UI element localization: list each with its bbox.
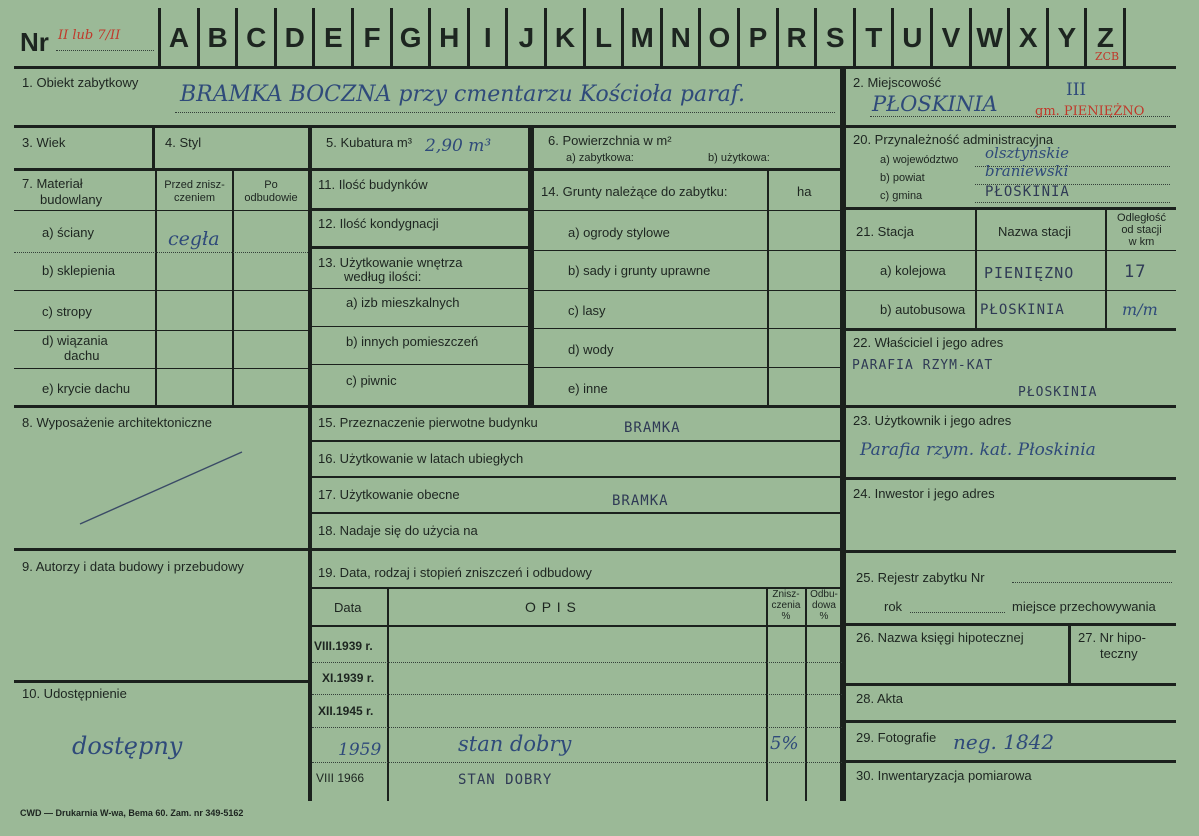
field-6-b: b) użytkowa: xyxy=(708,152,770,164)
rule xyxy=(846,207,1176,210)
field-7-col2-b: odbudowie xyxy=(244,192,298,204)
field-22-value-1: PARAFIA RZYM-KAT xyxy=(852,358,994,373)
field-14-b: b) sady i grunty uprawne xyxy=(568,263,711,278)
field-19-col-z-3: % xyxy=(781,611,791,622)
field-7-row-roof-truss: d) wiązania xyxy=(42,333,108,348)
dotline xyxy=(1012,582,1172,583)
field-21-col-name: Nazwa stacji xyxy=(998,224,1071,239)
rule xyxy=(840,66,846,801)
field-21-a: a) kolejowa xyxy=(880,263,946,278)
field-21-b: b) autobusowa xyxy=(880,302,966,317)
index-letter: V xyxy=(941,22,961,53)
field-7-row-roof-covering: e) krycie dachu xyxy=(42,381,131,396)
field-19-row-date: XII.1945 r. xyxy=(318,704,374,718)
field-19-row-date: VIII 1966 xyxy=(316,771,365,785)
dotline xyxy=(870,116,1170,117)
rule xyxy=(1068,626,1071,683)
field-19-row-desc: STAN DOBRY xyxy=(458,772,553,788)
index-letter: P xyxy=(748,22,768,53)
field-13-label: 13. Użytkowanie wnętrza xyxy=(318,255,463,270)
field-1-value: BRAMKA BOCZNA przy cmentarzu Kościoła paraf. xyxy=(180,82,746,107)
field-7-label-2: budowlany xyxy=(40,192,103,207)
nr-label: Nr xyxy=(20,27,49,57)
field-26-label: 26. Nazwa księgi hipotecznej xyxy=(856,630,1024,645)
field-19-row-date: XI.1939 r. xyxy=(322,671,375,685)
index-letter: I xyxy=(483,22,492,53)
field-8-label: 8. Wyposażenie architektoniczne xyxy=(22,415,212,430)
field-7-col1-b: czeniem xyxy=(174,192,215,204)
field-1-label: 1. Obiekt zabytkowy xyxy=(22,75,139,90)
field-7-row-roof-truss-2: dachu xyxy=(64,348,100,363)
field-21-b-name: PŁOSKINIA xyxy=(980,302,1065,318)
field-12-label: 12. Ilość kondygnacji xyxy=(318,216,439,231)
field-28-label: 28. Akta xyxy=(856,691,903,706)
field-19-col-desc: O P I S xyxy=(525,599,577,615)
field-13-a: a) izb mieszkalnych xyxy=(346,295,460,310)
field-14-c: c) lasy xyxy=(568,303,606,318)
field-5-label: 5. Kubatura m³ xyxy=(326,135,412,150)
strike-line xyxy=(76,448,246,528)
field-25-year: rok xyxy=(884,599,903,614)
dotline xyxy=(312,727,842,728)
index-letter: C xyxy=(246,22,267,53)
rule xyxy=(534,367,840,368)
field-4-label: 4. Styl xyxy=(165,135,202,150)
index-letter: M xyxy=(630,22,654,53)
field-13-c: c) piwnic xyxy=(346,373,397,388)
field-21-a-km: 17 xyxy=(1124,262,1147,282)
index-letter: G xyxy=(399,22,422,53)
field-30-label: 30. Inwentaryzacja pomiarowa xyxy=(856,768,1032,783)
index-letter: U xyxy=(902,22,923,53)
field-22-value-2: PŁOSKINIA xyxy=(1018,385,1098,400)
field-11-label: 11. Ilość budynków xyxy=(318,177,428,192)
rule xyxy=(846,623,1176,626)
field-2-value: PŁOSKINIA xyxy=(872,92,998,116)
field-6-label: 6. Powierzchnia w m² xyxy=(548,133,672,148)
field-20-a: a) województwo xyxy=(880,154,959,166)
rule xyxy=(14,290,308,291)
rule xyxy=(14,330,308,331)
field-23-value: Parafia rzym. kat. Płoskinia xyxy=(860,440,1096,460)
field-16-label: 16. Użytkowanie w latach ubiegłych xyxy=(318,451,524,466)
index-letter: O xyxy=(708,22,731,53)
index-letter: K xyxy=(554,22,576,53)
field-14-label: 14. Grunty należące do zabytku: xyxy=(541,184,728,199)
field-7-walls-value: cegła xyxy=(168,228,220,250)
rule xyxy=(767,171,769,405)
field-21-col-dist: Odległość xyxy=(1117,212,1166,224)
dotline xyxy=(975,184,1170,185)
dotline xyxy=(175,112,835,113)
field-20-label: 20. Przynależność administracyjna xyxy=(853,132,1054,147)
field-14-unit: ha xyxy=(797,184,812,199)
rule xyxy=(312,548,842,551)
rule xyxy=(312,440,842,442)
field-29-label: 29. Fotografie xyxy=(856,730,937,745)
dotline xyxy=(312,662,842,663)
rule xyxy=(14,548,308,551)
field-21-label: 21. Stacja xyxy=(856,224,914,239)
index-letter: S xyxy=(825,22,845,53)
field-27-label-2: teczny xyxy=(1100,646,1138,661)
field-6-a: a) zabytkowa: xyxy=(566,152,634,164)
rule xyxy=(846,720,1176,723)
rule xyxy=(846,250,1176,251)
field-20-a-value: olsztyńskie xyxy=(985,144,1070,162)
index-letter: L xyxy=(595,22,613,53)
field-19-row-pct: 5% xyxy=(770,733,799,754)
rule xyxy=(312,625,842,627)
rule xyxy=(975,210,977,328)
field-19-label: 19. Data, rodzaj i stopień zniszczeń i odbudowy xyxy=(318,565,592,580)
letter-separator xyxy=(1123,8,1126,66)
dotline xyxy=(975,166,1170,167)
field-2-label: 2. Miejscowość xyxy=(853,75,942,90)
index-letter: Z xyxy=(1096,22,1114,53)
field-7-row-walls: a) ściany xyxy=(42,225,95,240)
rule xyxy=(232,171,234,405)
index-letter: B xyxy=(207,22,228,53)
index-letter: X xyxy=(1018,22,1038,53)
index-letter: E xyxy=(324,22,343,53)
rule xyxy=(846,328,1176,331)
index-letter: N xyxy=(670,22,691,53)
field-14-a: a) ogrody stylowe xyxy=(568,225,670,240)
index-letter: W xyxy=(976,22,1003,53)
printer-footer: CWD — Drukarnia W-wa, Bema 60. Zam. nr 349-5162 xyxy=(20,808,244,818)
rule xyxy=(846,405,1176,408)
rule xyxy=(14,210,308,211)
rule xyxy=(155,171,157,405)
field-27-label: 27. Nr hipo- xyxy=(1078,630,1146,645)
field-5-value: 2,90 m³ xyxy=(425,136,492,156)
field-22-label: 22. Właściciel i jego adres xyxy=(853,335,1004,350)
rule xyxy=(534,210,840,211)
field-21-a-name: PIENIĘZNO xyxy=(984,264,1075,282)
field-20-b: b) powiat xyxy=(880,172,925,184)
field-20-b-value: braniewski xyxy=(985,162,1069,180)
rule xyxy=(312,288,528,289)
field-15-value: BRAMKA xyxy=(624,420,681,436)
field-25-label: 25. Rejestr zabytku Nr xyxy=(856,570,985,585)
dotline xyxy=(312,694,842,695)
rule xyxy=(14,680,308,683)
rule xyxy=(312,476,842,478)
field-2-note: III xyxy=(1066,80,1087,100)
field-19-col-date: Data xyxy=(334,600,362,615)
rule xyxy=(846,683,1176,686)
rule xyxy=(534,290,840,291)
field-19-col-z-2: czenia xyxy=(771,600,801,611)
field-19-col-o-3: % xyxy=(819,611,829,622)
field-7-col2: Po xyxy=(264,179,278,191)
field-20-c-value: PŁOSKINIA xyxy=(985,184,1070,200)
field-13-label-2: według ilości: xyxy=(344,269,422,284)
rule xyxy=(14,125,840,128)
field-25-storage: miejsce przechowywania xyxy=(1012,599,1156,614)
rule xyxy=(312,587,842,589)
rule xyxy=(14,368,308,369)
rule xyxy=(846,760,1176,763)
dotline xyxy=(312,762,842,763)
field-24-label: 24. Inwestor i jego adres xyxy=(853,486,995,501)
dotline xyxy=(910,612,1005,613)
field-17-value: BRAMKA xyxy=(612,493,669,509)
field-9-label: 9. Autorzy i data budowy i przebudowy xyxy=(22,559,244,574)
nr-dotline xyxy=(56,50,154,51)
rule xyxy=(846,550,1176,553)
rule xyxy=(534,250,840,251)
field-18-label: 18. Nadaje się do użycia na xyxy=(318,523,478,538)
field-14-e: e) inne xyxy=(568,381,608,396)
field-3-label: 3. Wiek xyxy=(22,135,66,150)
field-7-row-vaults: b) sklepienia xyxy=(42,263,115,278)
rule xyxy=(308,128,312,801)
index-letter: T xyxy=(865,22,883,53)
field-21-col-dist-2: od stacji xyxy=(1121,224,1162,236)
nr-value: II lub 7/II xyxy=(58,28,121,43)
index-letter: F xyxy=(363,22,381,53)
index-letter: R xyxy=(786,22,807,53)
field-10-value: dostępny xyxy=(72,732,183,760)
dotline xyxy=(975,202,1170,203)
field-19-col-o-2: dowa xyxy=(812,600,836,611)
field-7-col1: Przed znisz- xyxy=(164,179,225,191)
rule xyxy=(312,512,842,514)
field-19-col-z: Znisz- xyxy=(772,589,800,600)
index-letter: A xyxy=(168,22,190,53)
field-10-label: 10. Udostępnienie xyxy=(22,686,127,701)
corner-mark: ZCB xyxy=(1095,50,1120,63)
field-20-c: c) gmina xyxy=(880,190,923,202)
rule xyxy=(846,125,1176,128)
rule xyxy=(14,405,840,408)
field-19-row-date: VIII.1939 r. xyxy=(314,639,373,653)
rule xyxy=(312,364,528,365)
field-13-b: b) innych pomieszczeń xyxy=(346,334,479,349)
index-letter: Y xyxy=(1057,22,1077,53)
field-21-b-km: m/m xyxy=(1122,300,1158,319)
field-19-col-o: Odbu- xyxy=(810,589,838,600)
dotline xyxy=(14,252,308,253)
rule xyxy=(534,168,840,171)
rule xyxy=(387,589,389,801)
field-7-row-ceilings: c) stropy xyxy=(42,304,92,319)
rule xyxy=(846,290,1176,291)
field-21-col-dist-3: w km xyxy=(1128,236,1155,248)
field-14-d: d) wody xyxy=(568,342,614,357)
index-letter: H xyxy=(439,22,460,53)
field-7-label: 7. Materiał xyxy=(22,176,83,191)
rule xyxy=(14,66,1176,69)
field-2-gmina-note: gm. PIENIĘŻNO xyxy=(1035,104,1145,119)
rule xyxy=(14,168,308,171)
field-15-label: 15. Przeznaczenie pierwotne budynku xyxy=(318,415,538,430)
field-29-value: neg. 1842 xyxy=(953,730,1055,754)
rule xyxy=(312,246,528,249)
rule xyxy=(846,477,1176,480)
field-19-row-date: 1959 xyxy=(338,740,382,760)
rule xyxy=(312,208,528,211)
rule xyxy=(528,128,534,408)
field-23-label: 23. Użytkownik i jego adres xyxy=(853,413,1012,428)
rule xyxy=(152,128,155,171)
field-17-label: 17. Użytkowanie obecne xyxy=(318,487,460,502)
index-letter: D xyxy=(284,22,305,53)
rule xyxy=(312,168,528,171)
field-19-row-desc: stan dobry xyxy=(458,732,572,756)
rule xyxy=(312,326,528,327)
rule xyxy=(534,328,840,329)
index-letter: J xyxy=(518,22,535,53)
